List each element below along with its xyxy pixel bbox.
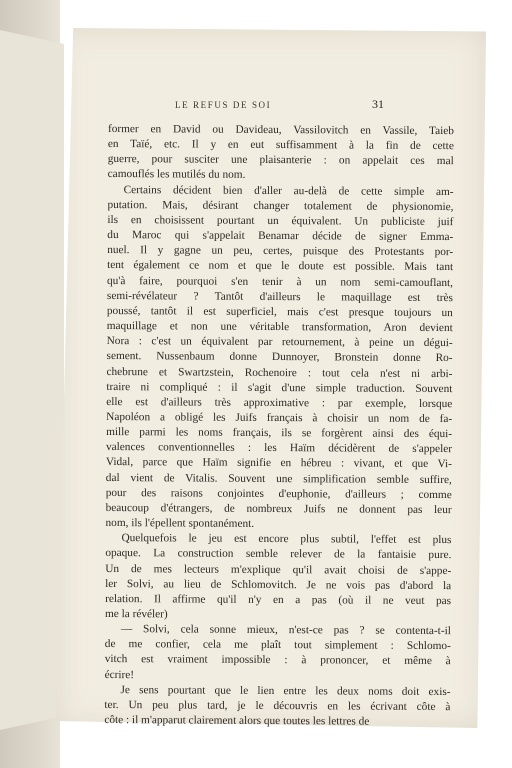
- paragraph: [105, 622, 451, 685]
- text-line: Vidal, parce que Haïm signifie en hébreu : vivant, et que Vi-: [105, 456, 452, 471]
- paragraph: [104, 683, 450, 731]
- text-line: en Taïé, etc. Il y en eut suffisamment à la fin de cette: [107, 138, 454, 153]
- text-line: camouflés les mutilés du nom.: [107, 168, 246, 182]
- text-line: beaucoup d'étrangers, de nombreux Juifs ne donnent pas leur: [105, 501, 452, 517]
- text-line: traire ni compliqué : il s'agit d'une simple traduction. Souvent: [106, 380, 453, 395]
- text-line: maquillage et non une véritable transformation, Aron devient: [106, 320, 453, 335]
- paragraph: [105, 531, 452, 624]
- text-line: opaque. La construction semble relever de la fantaisie pure.: [105, 547, 452, 562]
- text-line: vitch est vraiment impossible : à prononcer, et même à: [104, 653, 451, 668]
- running-head: LE REFUS DE SOI: [175, 100, 272, 110]
- text-line: Un de mes lecteurs m'explique qu'il avait choisi de s'appe-: [105, 562, 452, 577]
- text-line: ils en choisissent pourtant un équivalent. Un publiciste juif: [107, 213, 454, 229]
- text-line: Quelquefois le jeu est encore plus subtil, l'effet est plus: [121, 532, 452, 547]
- text-line: putation. Mais, désirant changer totalement de physionomie,: [107, 198, 454, 213]
- paragraph: [106, 183, 454, 534]
- text-line: chebrune et Swartzstein, Rochenoire : tout cela n'est ni arbi-: [106, 365, 453, 380]
- text-line: Nora : c'est un équivalent par retournement, à peine un dégui-: [106, 335, 453, 350]
- text-line: sement. Nussenbaum donne Dunnoyer, Bronstein donne Ro-: [106, 350, 453, 365]
- text-line: Certains décident bien d'aller au-delà de cette simple am-: [123, 183, 454, 198]
- body-text: [104, 122, 454, 730]
- text-line: me la révéler): [104, 607, 168, 621]
- text-line: Je sens pourtant que le lien entre les deux noms doit exis-: [120, 683, 451, 698]
- text-line: côte : il m'apparut clairement alors que toutes les lettres de: [104, 714, 370, 728]
- page-number: 31: [372, 97, 384, 111]
- text-line: écrire!: [104, 668, 135, 681]
- text-line: ter. Un peu plus tard, je le découvris en les écrivant côte à: [104, 698, 451, 714]
- text-line: de me confier, cela me plaît tout simplement : Schlomo-: [104, 638, 451, 653]
- text-line: — Solvi, cela sonne mieux, n'est-ce pas ? se contenta-t-il: [120, 623, 451, 638]
- text-line: qu'à faire, pourquoi s'en tenir à un nom semi-camouflant,: [106, 274, 454, 289]
- text-line: valences conventionnelles : les Haïm décidèrent de s'appeler: [105, 441, 453, 456]
- text-line: du Maroc qui s'appelait Benamar décide de signer Emma-: [107, 229, 454, 244]
- text-line: former en David ou Davideau, Vassilovitch en Vassile, Taieb: [107, 122, 454, 138]
- text-line: ler Solvi, au lieu de Schlomovitch. Je ne vois pas d'abord la: [105, 577, 452, 592]
- text-line: nom, ils l'épellent spontanément.: [105, 517, 255, 530]
- paragraph: [108, 122, 454, 185]
- text-line: Napoléon a obligé les Juifs français à choisir un nom de fa-: [106, 410, 453, 426]
- text-line: dal vient de Vitalis. Souvent une simplification semble suffire,: [105, 471, 452, 486]
- verso-page-edge: [0, 30, 64, 730]
- text-line: nuel. Il y gagne un peu, certes, puisque des Protestants por-: [107, 244, 454, 259]
- text-line: elle est d'ailleurs très approximative : par exemple, lorsque: [106, 395, 453, 410]
- text-line: tent également ce nom et que le doute est possible. Mais tant: [107, 259, 454, 274]
- text-line: semi-révélateur ? Tantôt d'ailleurs le maquillage est très: [106, 289, 453, 304]
- text-line: pour des raisons conjointes d'euphonie, d'ailleurs ; comme: [105, 486, 452, 501]
- text-line: mille parmi les noms français, ils se forgèrent ainsi des équi-: [106, 426, 453, 441]
- text-line: poussé, tantôt il est superficiel, mais c'est presque toujours un: [106, 304, 453, 319]
- text-line: relation. Il affirme qu'il n'y en a pas (où il ne veut pas: [105, 592, 452, 607]
- text-line: guerre, pour susciter une plaisanterie : on appelait ces mal: [107, 153, 454, 168]
